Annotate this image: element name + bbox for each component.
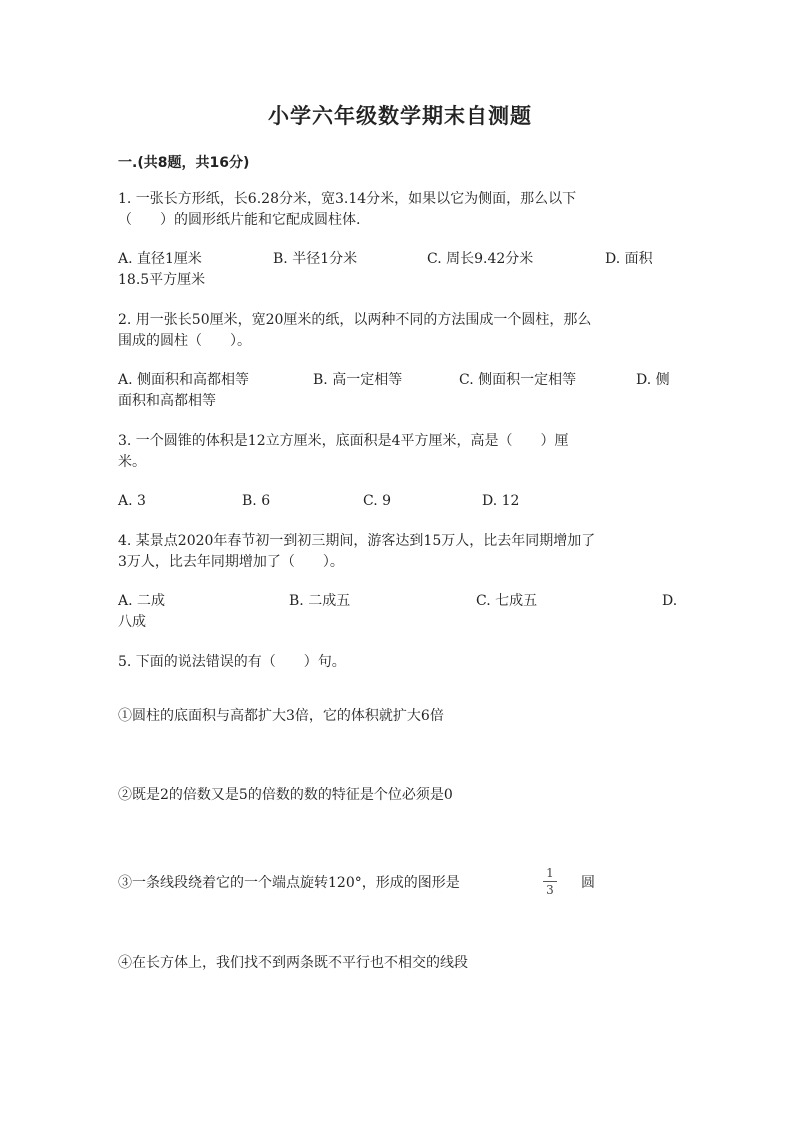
q5-statement-1: ①圆柱的底面积与高都扩大3倍，它的体积就扩大6倍 [118,708,444,724]
q4-option-b[interactable]: B. 二成五 [289,593,351,609]
q1-option-d[interactable]: D. 面积 [605,251,653,267]
q4-line2: 3万人，比去年同期增加了（ ）。 [118,554,344,570]
q3-option-c[interactable]: C. 9 [363,493,392,509]
q4-line1: 4. 某景点2020年春节初一到初三期间，游客达到15万人，比去年同期增加了 [118,533,596,549]
q2-options [118,371,678,389]
q2-line2: 围成的圆柱（ ）。 [118,333,251,349]
section-heading: 一.(共8题，共16分) [118,155,250,171]
q1-line1: 1. 一张长方形纸，长6.28分米，宽3.14分米，如果以它为侧面，那么以下 [118,191,577,207]
q2-option-d-continued: 面积和高都相等 [118,393,216,409]
q3-options [118,492,678,510]
q4-option-c[interactable]: C. 七成五 [476,593,538,609]
q1-option-a[interactable]: A. 直径1厘米 [118,251,202,267]
q5-line1: 5. 下面的说法错误的有（ ）句。 [118,654,346,670]
page-title: 小学六年级数学期末自测题 [268,104,532,128]
q3-line1: 3. 一个圆锥的体积是12立方厘米，底面积是4平方厘米，高是（ ）厘 [118,433,569,449]
q5-statement-3-end: 圆 [581,875,595,891]
q4-option-d-continued: 八成 [118,614,146,630]
fraction-bar [543,881,557,882]
fraction-numerator: 1 [546,866,554,880]
q1-line2: （ ）的圆形纸片能和它配成圆柱体. [118,212,361,228]
q4-option-d[interactable]: D. [662,593,678,609]
q2-option-c[interactable]: C. 侧面积一定相等 [459,372,577,388]
q2-option-d[interactable]: D. 侧 [636,372,670,388]
q5-statement-3: ③一条线段绕着它的一个端点旋转120°，形成的图形是 [118,875,460,891]
q4-options [118,592,678,610]
q3-option-b[interactable]: B. 6 [242,493,271,509]
q2-option-b[interactable]: B. 高一定相等 [313,372,403,388]
q1-options [118,250,678,268]
q1-option-c[interactable]: C. 周长9.42分米 [427,251,534,267]
q3-option-d[interactable]: D. 12 [482,493,520,509]
fraction-denominator: 3 [546,883,554,897]
q2-option-a[interactable]: A. 侧面积和高都相等 [118,372,250,388]
q3-option-a[interactable]: A. 3 [118,493,146,509]
q2-line1: 2. 用一张长50厘米，宽20厘米的纸，以两种不同的方法围成一个圆柱，那么 [118,312,592,328]
q5-statement-2: ②既是2的倍数又是5的倍数的数的特征是个位必须是0 [118,787,453,803]
q1-option-d-continued: 18.5平方厘米 [118,272,206,288]
q4-option-a[interactable]: A. 二成 [118,593,166,609]
q3-line2: 米。 [118,454,146,470]
q1-option-b[interactable]: B. 半径1分米 [273,251,358,267]
q5-statement-4: ④在长方体上，我们找不到两条既不平行也不相交的线段 [118,955,468,971]
fraction-one-third [543,867,557,896]
